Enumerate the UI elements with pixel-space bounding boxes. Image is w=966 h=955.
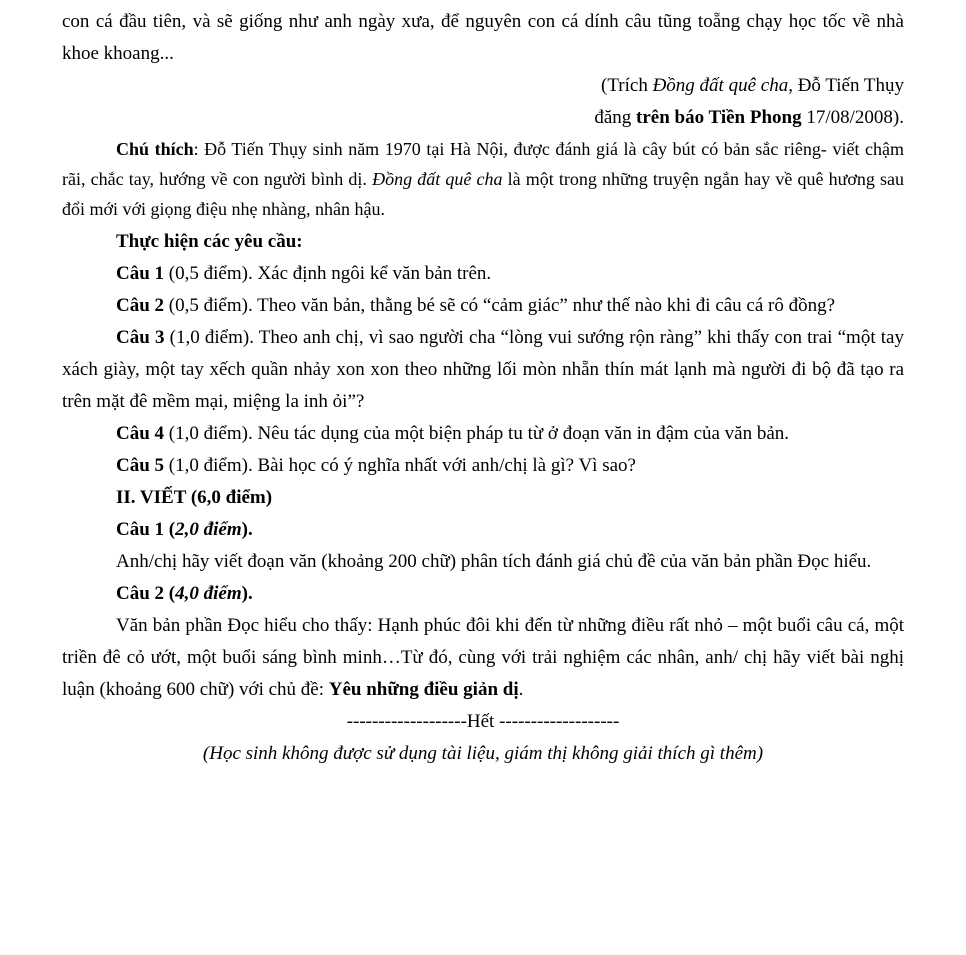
question-3: Câu 3 (1,0 điểm). Theo anh chị, vì sao người cha “lòng vui sướng rộn ràng” khi thấy con trai “một tay xách giày, một tay xếch quần nhảy xon xon theo những lối mòn nhẵn thín mát lạnh mà người đi bộ đã tạo ra trên mặt đê mềm mại, miệng la inh ỏi”? [62, 327, 904, 412]
end-marker: -------------------Hết ------------------- [346, 711, 620, 732]
citation-line-2: đăng trên báo Tiền Phong 17/08/2008). [594, 107, 904, 128]
writing-1-label: Câu 1 (2,0 điểm). [116, 519, 253, 540]
author-note-title: Đồng đất quê cha [372, 169, 503, 189]
writing-2-label: Câu 2 (4,0 điểm). [116, 583, 253, 604]
writing-2-prompt: Văn bản phần Đọc hiểu cho thấy: Hạnh phúc đôi khi đến từ những điều rất nhỏ – một buổi câu cá, một triền đê cỏ ướt, một buổi sáng bình minh…Từ đó, cùng với trải nghiệm các nhân, anh/ chị hãy viết bài nghị luận (khoảng 600 chữ) với chủ đề: Yêu những điều giản dị. [62, 615, 904, 700]
question-5: Câu 5 (1,0 điểm). Bài học có ý nghĩa nhất với anh/chị là gì? Vì sao? [116, 455, 636, 476]
citation-work-title: Đồng đất quê cha [652, 75, 789, 96]
passage-ending: con cá đầu tiên, và sẽ giống như anh ngày xưa, để nguyên con cá dính câu tũng toẵng chạy học tốc về nhà khoe khoang... [62, 11, 904, 64]
author-note-label: Chú thích [116, 139, 194, 159]
section-2-heading: II. VIẾT (6,0 điểm) [116, 487, 273, 508]
essay-topic: Yêu những điều giản dị [328, 679, 519, 700]
author-note: Chú thích: Đỗ Tiến Thụy sinh năm 1970 tại Hà Nội, được đánh giá là cây bút có bản sắc riêng- viết chậm rãi, chắc tay, hướng về con người bình dị. Đồng đất quê cha là một trong những truyện ngắn hay về quê hương sau đổi mới với giọng điệu nhẹ nhàng, nhân hậu. [62, 139, 905, 219]
question-4: Câu 4 (1,0 điểm). Nêu tác dụng của một biện pháp tu từ ở đoạn văn in đậm của văn bản. [116, 423, 790, 444]
writing-1-prompt: Anh/chị hãy viết đoạn văn (khoảng 200 chữ) phân tích đánh giá chủ đề của văn bản phần Đọc hiểu. [116, 551, 872, 572]
question-2: Câu 2 (0,5 điểm). Theo văn bản, thằng bé sẽ có “cảm giác” như thế nào khi đi câu cá rô đồng? [116, 295, 836, 316]
footer-note: (Học sinh không được sử dụng tài liệu, giám thị không giải thích gì thêm) [202, 743, 764, 764]
citation-line-1: (Trích Đồng đất quê cha, Đỗ Tiến Thụy [601, 75, 904, 96]
question-1: Câu 1 (0,5 điểm). Xác định ngôi kể văn bản trên. [116, 263, 492, 284]
citation-newspaper: trên báo Tiền Phong [636, 107, 802, 128]
tasks-heading: Thực hiện các yêu cầu: [116, 231, 303, 252]
